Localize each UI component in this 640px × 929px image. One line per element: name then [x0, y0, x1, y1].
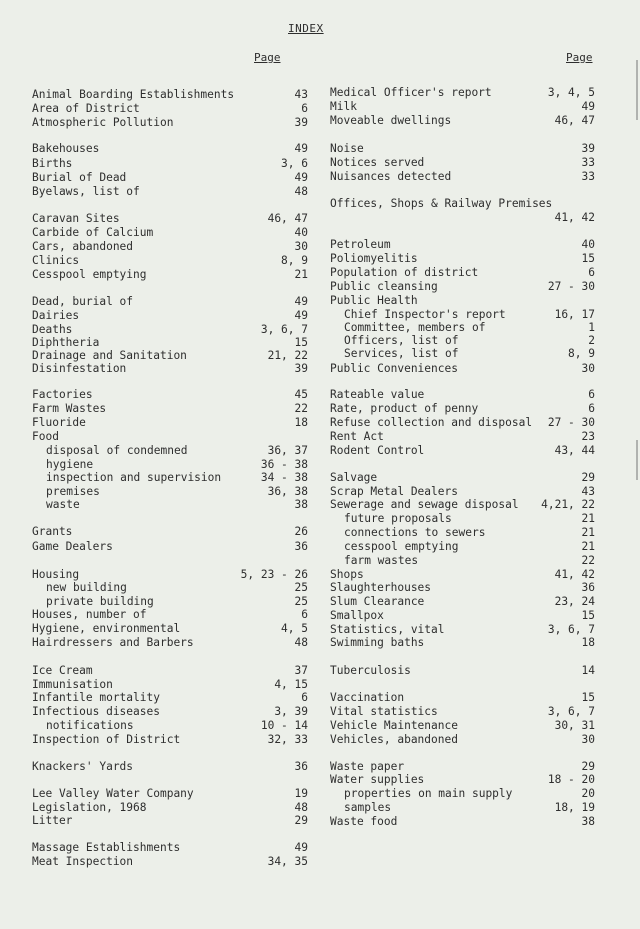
index-entry: [32, 595, 308, 609]
index-entry-label: Infectious diseases: [32, 705, 160, 718]
index-entry: [330, 86, 595, 100]
index-entry: [32, 525, 308, 539]
index-entry: [32, 88, 308, 102]
index-entry-pages: 15: [581, 252, 595, 265]
index-entry-label: Animal Boarding Establishments: [32, 88, 235, 101]
index-entry: [32, 444, 308, 458]
index-entry-label: Housing: [32, 568, 80, 581]
index-entry-label: Water supplies: [330, 773, 425, 786]
index-entry-label: Committee, members of: [344, 321, 486, 334]
index-entry: [330, 636, 595, 650]
index-entry-pages: 3, 39: [274, 705, 308, 718]
index-entry-pages: 15: [294, 336, 308, 349]
index-entry-pages: 26: [294, 525, 308, 538]
index-entry-label: Milk: [330, 100, 357, 113]
index-entry-pages: 22: [294, 402, 308, 415]
index-entry-label: Ice Cream: [32, 664, 93, 677]
index-entry-label: Meat Inspection: [32, 855, 134, 868]
index-entry-label: properties on main supply: [344, 787, 513, 800]
index-entry: [330, 197, 595, 211]
index-entry: [32, 157, 308, 171]
index-entry-pages: 34 - 38: [260, 471, 308, 484]
index-entry-pages: 21: [581, 526, 595, 539]
page-edge-mark: [636, 440, 638, 480]
index-entry-label: Public Conveniences: [330, 362, 458, 375]
index-entry-label: Vehicles, abandoned: [330, 733, 458, 746]
index-entry-pages: 3, 6, 7: [260, 323, 308, 336]
index-entry-pages: 15: [581, 691, 595, 704]
index-entry-label: Noise: [330, 142, 364, 155]
index-entry: [330, 595, 595, 609]
index-entry-label: private building: [46, 595, 154, 608]
index-entry-label: Tuberculosis: [330, 664, 411, 677]
index-entry: [32, 485, 308, 499]
index-entry-label: disposal of condemned: [46, 444, 188, 457]
index-entry-label: Cars, abandoned: [32, 240, 134, 253]
index-entry: [32, 430, 308, 444]
index-entry-pages: 41, 42: [554, 568, 595, 581]
index-entry-pages: 2: [588, 334, 595, 347]
index-entry-pages: 6: [301, 691, 308, 704]
page-column-heading-right: Page: [566, 51, 593, 64]
index-entry: [330, 238, 595, 252]
index-entry: [330, 294, 595, 308]
index-entry-pages: 43, 44: [554, 444, 595, 457]
index-entry-label: Chief Inspector's report: [344, 308, 506, 321]
index-entry: [330, 388, 595, 402]
index-entry-pages: 29: [581, 471, 595, 484]
page-edge-mark: [636, 60, 638, 120]
index-entry: [32, 678, 308, 692]
index-entry: [330, 760, 595, 774]
index-entry: [32, 814, 308, 828]
index-entry: [32, 116, 308, 130]
index-entry-label: Clinics: [32, 254, 80, 267]
index-entry-pages: 45: [294, 388, 308, 401]
index-entry-label: Massage Establishments: [32, 841, 181, 854]
index-entry-label: Moveable dwellings: [330, 114, 452, 127]
index-entry-label: connections to sewers: [344, 526, 486, 539]
index-entry-label: Knackers' Yards: [32, 760, 134, 773]
index-entry: [330, 787, 595, 801]
index-entry-label: Waste food: [330, 815, 398, 828]
index-entry-pages: 38: [581, 815, 595, 828]
index-entry-label: Dead, burial of: [32, 295, 134, 308]
index-entry-pages: 49: [294, 142, 308, 155]
index-entry-pages: 18: [294, 416, 308, 429]
index-entry-pages: 30: [294, 240, 308, 253]
index-entry-label: Rateable value: [330, 388, 425, 401]
index-entry-label: Grants: [32, 525, 73, 538]
index-entry-label: Vehicle Maintenance: [330, 719, 458, 732]
index-entry: [32, 760, 308, 774]
index-entry: [330, 430, 595, 444]
index-entry: [330, 540, 595, 554]
index-entry-pages: 38: [294, 498, 308, 511]
index-entry: [32, 323, 308, 337]
index-entry-label: Cesspool emptying: [32, 268, 147, 281]
index-entry-pages: 36 - 38: [260, 458, 308, 471]
index-entry-label: Vital statistics: [330, 705, 438, 718]
index-entry-label: Hygiene, environmental: [32, 622, 181, 635]
index-entry: [330, 485, 595, 499]
index-entry: [330, 308, 595, 322]
index-entry: [32, 226, 308, 240]
index-entry-pages: 29: [294, 814, 308, 827]
index-entry-pages: 25: [294, 581, 308, 594]
index-entry: [32, 268, 308, 282]
index-entry-pages: 18: [581, 636, 595, 649]
index-entry-pages: 5, 23 - 26: [240, 568, 308, 581]
index-entry: [330, 416, 595, 430]
index-entry: [32, 719, 308, 733]
index-entry-label: Vaccination: [330, 691, 405, 704]
index-entry: [330, 100, 595, 114]
index-entry-pages: 21: [581, 512, 595, 525]
index-entry-pages: 18, 19: [554, 801, 595, 814]
index-entry-label: Lee Valley Water Company: [32, 787, 194, 800]
index-entry-pages: 8, 9: [281, 254, 308, 267]
index-entry-pages: 8, 9: [568, 347, 595, 360]
index-entry-pages: 21: [581, 540, 595, 553]
index-entry-pages: 23: [581, 430, 595, 443]
index-entry-pages: 6: [588, 402, 595, 415]
index-entry: [32, 295, 308, 309]
index-entry-pages: 30: [581, 733, 595, 746]
index-entry: [330, 402, 595, 416]
index-entry-pages: 3, 6, 7: [547, 623, 595, 636]
index-entry-label: Rent Act: [330, 430, 384, 443]
index-entry: [32, 608, 308, 622]
index-entry-pages: 6: [301, 608, 308, 621]
index-entry: [330, 334, 595, 348]
index-entry: [32, 240, 308, 254]
index-entry-pages: 36, 38: [267, 485, 308, 498]
index-entry-label: Disinfestation: [32, 362, 127, 375]
index-entry-pages: 29: [581, 760, 595, 773]
index-entry: [330, 705, 595, 719]
index-entry-pages: 4, 15: [274, 678, 308, 691]
index-entry-pages: 33: [581, 170, 595, 183]
index-entry: [330, 211, 595, 225]
index-entry-pages: 34, 35: [267, 855, 308, 868]
index-entry-pages: 23, 24: [554, 595, 595, 608]
index-entry-pages: 41, 42: [554, 211, 595, 224]
index-entry-label: Officers, list of: [344, 334, 459, 347]
index-entry-label: Notices served: [330, 156, 425, 169]
index-entry: [32, 787, 308, 801]
index-entry: [330, 733, 595, 747]
index-entry: [330, 156, 595, 170]
index-entry-pages: 25: [294, 595, 308, 608]
index-entry: [330, 664, 595, 678]
index-entry: [330, 170, 595, 184]
index-entry-label: Dairies: [32, 309, 80, 322]
index-entry-label: Legislation, 1968: [32, 801, 147, 814]
index-entry: [32, 142, 308, 156]
index-entry-label: Infantile mortality: [32, 691, 160, 704]
index-entry: [32, 691, 308, 705]
index-entry-label: Fluoride: [32, 416, 86, 429]
index-entry: [330, 114, 595, 128]
index-entry-label: Slum Clearance: [330, 595, 425, 608]
index-entry: [330, 142, 595, 156]
index-entry-pages: 30, 31: [554, 719, 595, 732]
index-entry-pages: 49: [294, 295, 308, 308]
index-entry-pages: 20: [581, 787, 595, 800]
index-entry-label: samples: [344, 801, 392, 814]
index-entry: [330, 568, 595, 582]
index-entry-pages: 6: [588, 388, 595, 401]
index-entry: [32, 185, 308, 199]
index-entry-label: farm wastes: [344, 554, 419, 567]
index-entry-pages: 49: [581, 100, 595, 113]
index-entry-label: Diphtheria: [32, 336, 100, 349]
index-entry: [330, 512, 595, 526]
index-entry-label: new building: [46, 581, 127, 594]
index-entry-label: inspection and supervision: [46, 471, 222, 484]
index-entry-label: Petroleum: [330, 238, 391, 251]
index-entry: [330, 526, 595, 540]
index-entry: [330, 609, 595, 623]
index-entry-label: Drainage and Sanitation: [32, 349, 187, 362]
index-entry-label: Public Health: [330, 294, 418, 307]
index-entry-pages: 36: [294, 540, 308, 553]
index-entry-pages: 39: [581, 142, 595, 155]
index-entry: [32, 254, 308, 268]
index-entry-label: Slaughterhouses: [330, 581, 432, 594]
index-entry-label: Houses, number of: [32, 608, 147, 621]
index-entry-label: Population of district: [330, 266, 479, 279]
index-entry-pages: 48: [294, 185, 308, 198]
index-entry: [330, 266, 595, 280]
index-entry-label: Caravan Sites: [32, 212, 120, 225]
index-entry-label: Services, list of: [344, 347, 459, 360]
index-entry-pages: 49: [294, 309, 308, 322]
index-entry-pages: 21: [294, 268, 308, 281]
index-entry-pages: 48: [294, 801, 308, 814]
index-entry: [32, 733, 308, 747]
index-entry-pages: 49: [294, 171, 308, 184]
index-entry: [32, 336, 308, 350]
index-entry-pages: 30: [581, 362, 595, 375]
index-entry-label: Poliomyelitis: [330, 252, 418, 265]
index-entry: [330, 347, 595, 361]
index-entry-label: Hairdressers and Barbers: [32, 636, 194, 649]
index-entry-label: premises: [46, 485, 100, 498]
index-entry-label: notifications: [46, 719, 134, 732]
index-entry-label: Nuisances detected: [330, 170, 452, 183]
index-entry-pages: 3, 6, 7: [547, 705, 595, 718]
index-entry-label: Food: [32, 430, 59, 443]
index-entry: [32, 349, 308, 363]
index-entry: [330, 280, 595, 294]
index-entry: [32, 388, 308, 402]
index-entry: [330, 321, 595, 335]
index-entry-pages: 14: [581, 664, 595, 677]
index-entry-pages: 37: [294, 664, 308, 677]
index-entry: [330, 252, 595, 266]
index-entry-label: Litter: [32, 814, 73, 827]
index-entry: [32, 801, 308, 815]
index-entry: [32, 458, 308, 472]
index-entry: [330, 773, 595, 787]
index-entry-label: Sewerage and sewage disposal: [330, 498, 519, 511]
index-entry-label: Public cleansing: [330, 280, 438, 293]
index-entry-pages: 22: [581, 554, 595, 567]
index-entry: [32, 309, 308, 323]
index-entry-pages: 33: [581, 156, 595, 169]
index-entry-label: Births: [32, 157, 73, 170]
index-entry-label: Burial of Dead: [32, 171, 127, 184]
index-entry-label: Medical Officer's report: [330, 86, 492, 99]
index-entry-pages: 36, 37: [267, 444, 308, 457]
index-entry-pages: 46, 47: [554, 114, 595, 127]
index-entry-pages: 4,21, 22: [541, 498, 595, 511]
index-entry: [330, 471, 595, 485]
page-title: INDEX: [288, 22, 324, 35]
index-entry-label: Byelaws, list of: [32, 185, 140, 198]
index-entry: [32, 664, 308, 678]
index-entry: [330, 362, 595, 376]
index-entry: [32, 471, 308, 485]
index-entry: [32, 622, 308, 636]
index-entry-pages: 15: [581, 609, 595, 622]
index-entry-label: future proposals: [344, 512, 452, 525]
index-entry-pages: 43: [294, 88, 308, 101]
index-entry-label: Waste paper: [330, 760, 405, 773]
index-entry: [32, 402, 308, 416]
index-entry: [32, 540, 308, 554]
index-entry: [32, 841, 308, 855]
index-entry: [32, 568, 308, 582]
index-entry-label: Area of District: [32, 102, 140, 115]
index-entry-pages: 39: [294, 116, 308, 129]
index-entry-label: Rate, product of penny: [330, 402, 479, 415]
index-entry: [32, 855, 308, 869]
index-entry-label: Inspection of District: [32, 733, 181, 746]
index-entry: [330, 554, 595, 568]
index-entry-label: Scrap Metal Dealers: [330, 485, 458, 498]
index-entry: [330, 498, 595, 512]
index-entry: [32, 705, 308, 719]
index-entry: [330, 719, 595, 733]
index-entry-pages: 40: [581, 238, 595, 251]
index-entry: [32, 102, 308, 116]
index-entry-pages: 3, 4, 5: [547, 86, 595, 99]
index-entry-label: Carbide of Calcium: [32, 226, 154, 239]
index-entry-pages: 3, 6: [281, 157, 308, 170]
index-entry: [32, 498, 308, 512]
index-entry: [32, 212, 308, 226]
index-entry-label: Rodent Control: [330, 444, 425, 457]
index-entry: [32, 581, 308, 595]
index-entry-pages: 43: [581, 485, 595, 498]
index-entry: [32, 362, 308, 376]
index-entry-pages: 46, 47: [267, 212, 308, 225]
index-entry-label: Smallpox: [330, 609, 384, 622]
index-entry: [32, 636, 308, 650]
index-entry-pages: 19: [294, 787, 308, 800]
index-entry-label: Salvage: [330, 471, 378, 484]
index-entry: [330, 444, 595, 458]
index-entry-pages: 40: [294, 226, 308, 239]
index-entry-pages: 49: [294, 841, 308, 854]
index-entry: [32, 416, 308, 430]
index-entry-pages: 10 - 14: [260, 719, 308, 732]
index-entry-pages: 16, 17: [554, 308, 595, 321]
index-entry-label: Game Dealers: [32, 540, 113, 553]
index-entry-pages: 4, 5: [281, 622, 308, 635]
index-entry-label: Deaths: [32, 323, 73, 336]
index-entry: [330, 581, 595, 595]
index-entry-pages: 32, 33: [267, 733, 308, 746]
index-entry: [330, 801, 595, 815]
index-entry-pages: 39: [294, 362, 308, 375]
page-column-heading-left: Page: [254, 51, 281, 64]
index-entry: [32, 171, 308, 185]
index-entry-pages: 48: [294, 636, 308, 649]
index-entry-pages: 21, 22: [267, 349, 308, 362]
index-entry-label: Swimming baths: [330, 636, 425, 649]
index-entry-pages: 1: [588, 321, 595, 334]
index-entry-label: Refuse collection and disposal: [330, 416, 533, 429]
index-entry-pages: 27 - 30: [547, 280, 595, 293]
index-entry-label: cesspool emptying: [344, 540, 459, 553]
index-entry-pages: 6: [301, 102, 308, 115]
index-entry-pages: 27 - 30: [547, 416, 595, 429]
index-entry-label: Immunisation: [32, 678, 113, 691]
index-entry: [330, 691, 595, 705]
index-entry-pages: 36: [294, 760, 308, 773]
index-entry: [330, 623, 595, 637]
index-entry-label: waste: [46, 498, 80, 511]
index-entry-label: Factories: [32, 388, 93, 401]
index-entry-pages: 6: [588, 266, 595, 279]
index-entry-label: Farm Wastes: [32, 402, 107, 415]
index-entry-label: Atmospheric Pollution: [32, 116, 174, 129]
index-entry: [330, 815, 595, 829]
index-entry-label: Shops: [330, 568, 364, 581]
index-entry-pages: 36: [581, 581, 595, 594]
index-entry-label: hygiene: [46, 458, 94, 471]
index-entry-label: Bakehouses: [32, 142, 100, 155]
index-entry-pages: 18 - 20: [547, 773, 595, 786]
index-entry-label: Offices, Shops & Railway Premises: [330, 197, 553, 210]
index-entry-label: Statistics, vital: [330, 623, 445, 636]
